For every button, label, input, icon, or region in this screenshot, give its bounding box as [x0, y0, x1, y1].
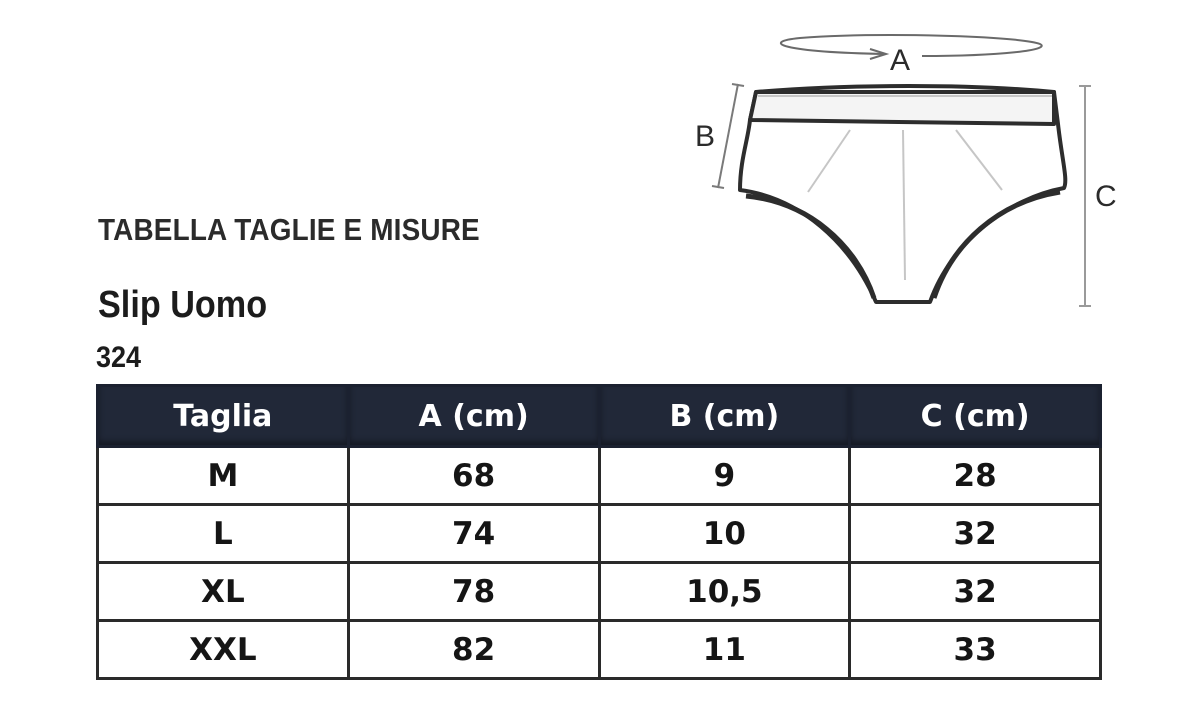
table-row	[98, 563, 1101, 621]
cell-b: 11	[599, 621, 850, 679]
label-a: A	[890, 44, 911, 77]
size-table	[96, 384, 1102, 680]
header-a: A (cm)	[348, 386, 599, 447]
cell-size: L	[98, 505, 349, 563]
cell-c: 28	[850, 447, 1101, 505]
label-b: B	[695, 120, 716, 153]
label-c: C	[1095, 180, 1117, 213]
header-size: Taglia	[98, 386, 349, 447]
cell-a: 68	[348, 447, 599, 505]
product-name: Slip Uomo	[98, 284, 268, 326]
height-measure-line	[1079, 86, 1091, 306]
header-c: C (cm)	[850, 386, 1101, 447]
waist-measure-arrow	[781, 35, 1042, 59]
cell-a: 82	[348, 621, 599, 679]
table-header-row	[98, 386, 1101, 447]
cell-c: 32	[850, 505, 1101, 563]
briefs-diagram	[690, 30, 1130, 320]
table-row	[98, 447, 1101, 505]
table-row	[98, 505, 1101, 563]
cell-a: 74	[348, 505, 599, 563]
cell-b: 10,5	[599, 563, 850, 621]
cell-size: XL	[98, 563, 349, 621]
product-code: 324	[96, 341, 142, 374]
cell-size: XXL	[98, 621, 349, 679]
cell-c: 32	[850, 563, 1101, 621]
cell-c: 33	[850, 621, 1101, 679]
cell-b: 10	[599, 505, 850, 563]
header-b: B (cm)	[599, 386, 850, 447]
briefs-outline	[740, 86, 1065, 302]
cell-size: M	[98, 447, 349, 505]
page-title: TABELLA TAGLIE E MISURE	[98, 212, 480, 247]
table-row	[98, 621, 1101, 679]
cell-b: 9	[599, 447, 850, 505]
cell-a: 78	[348, 563, 599, 621]
